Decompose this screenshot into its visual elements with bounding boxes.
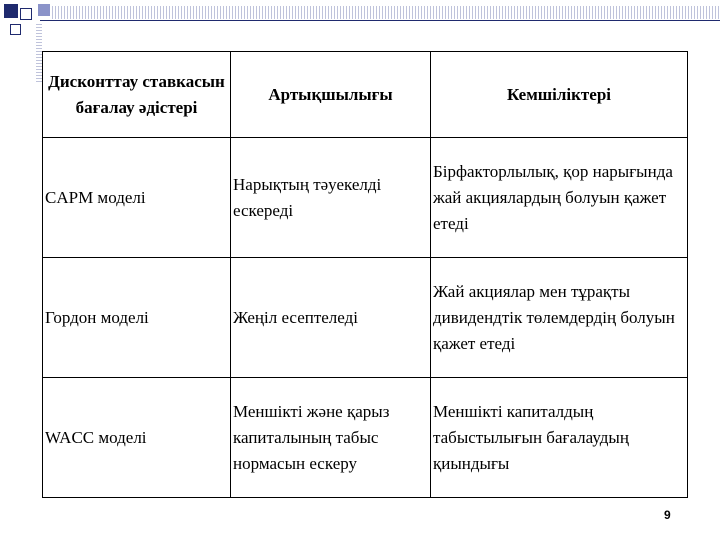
row-wacc-disadvantage: Меншікті капиталдың табыстылығын бағалаудың қиындығы [431,378,688,498]
top-rule [40,20,720,21]
page-number: 9 [664,508,671,522]
table-row [43,138,688,258]
row-gordon-method: Гордон моделі [43,258,231,378]
header-disadvantages: Кемшіліктері [431,52,688,138]
row-capm-disadvantage: Бірфакторлылық, қор нарығында жай акциялардың болуын қажет етеді [431,138,688,258]
corner-square-outline [20,8,32,20]
corner-square-light [38,4,50,16]
comparison-table [42,51,688,498]
row-wacc-method: WACC моделі [43,378,231,498]
row-gordon-disadvantage: Жай акциялар мен тұрақты дивидендтік төлемдердің болуын қажет етеді [431,258,688,378]
header-method: Дисконттау ставкасын бағалау әдістері [43,52,231,138]
row-capm-method: CAPM моделі [43,138,231,258]
table-header-row [43,52,688,138]
header-advantages: Артықшылығы [231,52,431,138]
row-wacc-advantage: Меншікті және қарыз капиталының табыс нормасын ескеру [231,378,431,498]
row-capm-advantage: Нарықтың тәуекелді ескереді [231,138,431,258]
corner-square-dark [4,4,18,18]
top-decorative-band [52,6,720,19]
table-row [43,258,688,378]
corner-square-outline-small [10,24,21,35]
table-row [43,378,688,498]
row-gordon-advantage: Жеңіл есептеледі [231,258,431,378]
